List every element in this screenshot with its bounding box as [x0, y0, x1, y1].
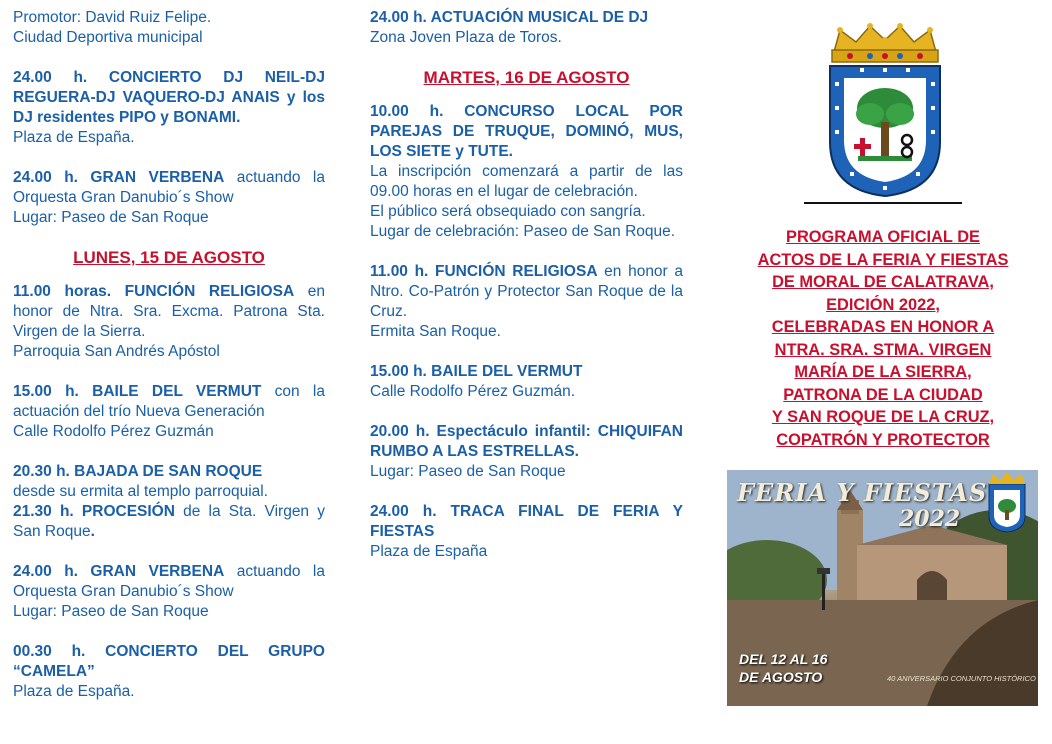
event-title: 24.00 h. CONCIERTO DJ NEIL-DJ REGUERA-DJ VAQUERO-DJ ANAIS y los DJ residentes PIPO y BONAMI. — [13, 69, 325, 126]
event-place: Lugar: Paseo de San Roque — [13, 603, 209, 620]
event-traca-final — [370, 502, 683, 562]
event-desc: en honor a Ntro. Co-Patrón y Protector San Roque de la Cruz. — [370, 263, 683, 320]
event-title: 24.00 h. ACTUACIÓN MUSICAL DE DJ — [370, 9, 649, 26]
divider-line — [804, 202, 962, 204]
event-place: Lugar de celebración: Paseo de San Roque. — [370, 223, 676, 240]
event-gran-verbena-2 — [13, 562, 325, 622]
event-title: 11.00 horas. FUNCIÓN RELIGIOSA — [13, 283, 295, 300]
event-title: 24.00 h. GRAN VERBENA — [13, 563, 225, 580]
program-line: NTRA. SRA. STMA. VIRGEN — [774, 340, 992, 359]
event-place: Lugar: Paseo de San Roque — [370, 463, 566, 480]
event-gran-verbena-1 — [13, 168, 325, 228]
coat-of-arms-icon — [820, 22, 950, 198]
event-desc: desde su ermita al templo parroquial. — [13, 483, 269, 500]
event-dot: . — [90, 523, 95, 540]
column-left — [13, 8, 325, 722]
poster-image — [727, 470, 1038, 706]
day-heading-lunes: LUNES, 15 DE AGOSTO — [73, 248, 265, 267]
event-title: 21.30 h. PROCESIÓN — [13, 503, 175, 520]
poster-anniversary: 40 ANIVERSARIO CONJUNTO HISTÓRICO — [887, 674, 1036, 683]
promotor-text: Promotor: David Ruiz Felipe. — [13, 9, 212, 26]
event-place: Plaza de España — [370, 543, 488, 560]
event-title: 20.30 h. BAJADA DE SAN ROQUE — [13, 463, 263, 480]
event-desc: de la Sta. Virgen y San Roque — [13, 503, 325, 540]
event-place: Parroquia San Andrés Apóstol — [13, 343, 220, 360]
event-place: Calle Rodolfo Pérez Guzmán. — [370, 383, 576, 400]
event-title: 24.00 h. GRAN VERBENA — [13, 169, 225, 186]
event-bajada-procesion — [13, 462, 325, 542]
event-place: Ermita San Roque. — [370, 323, 501, 340]
event-actuacion-dj — [370, 8, 683, 48]
column-middle — [370, 8, 683, 582]
event-baile-vermut — [13, 382, 325, 442]
event-desc: El público será obsequiado con sangría. — [370, 203, 646, 220]
event-camela — [13, 642, 325, 702]
poster-title: FERIA Y FIESTAS — [737, 478, 988, 507]
event-place: Lugar: Paseo de San Roque — [13, 209, 209, 226]
promotor-block — [13, 8, 325, 48]
event-desc: con la actuación del trío Nueva Generación — [13, 383, 326, 420]
event-funcion-religiosa-roque — [370, 262, 683, 342]
program-title — [728, 226, 1038, 451]
event-place: Zona Joven Plaza de Toros. — [370, 29, 562, 46]
poster-dates-line2: DE AGOSTO — [739, 669, 823, 685]
program-line: Y SAN ROQUE DE LA CRUZ, — [771, 408, 995, 426]
event-title: 11.00 h. FUNCIÓN RELIGIOSA — [370, 263, 598, 280]
event-chiquifan — [370, 422, 683, 482]
event-place: Plaza de España. — [13, 683, 135, 700]
program-line: MARÍA DE LA SIERRA, — [794, 363, 972, 381]
event-desc: La inscripción comenzará a partir de las 09.00 horas en el lugar de celebración. — [370, 163, 683, 200]
event-title: 24.00 h. TRACA FINAL DE FERIA Y FIESTAS — [370, 503, 683, 540]
poster-dates-line1: DEL 12 AL 16 — [739, 651, 828, 667]
program-line: COPATRÓN Y PROTECTOR — [776, 430, 990, 449]
poster-dates — [739, 650, 827, 686]
event-baile-vermut-2 — [370, 362, 683, 402]
event-title: 15.00 h. BAILE DEL VERMUT — [370, 363, 583, 380]
day-heading-martes: MARTES, 16 DE AGOSTO — [423, 68, 630, 87]
crown-icon — [832, 23, 938, 62]
program-line: DE MORAL DE CALATRAVA, — [772, 273, 994, 291]
program-line: ACTOS DE LA FERIA Y FIESTAS — [757, 250, 1009, 269]
program-line: PROGRAMA OFICIAL DE — [786, 228, 980, 246]
poster-year: 2022 — [899, 506, 961, 532]
program-line: PATRONA DE LA CIUDAD — [783, 385, 983, 404]
event-title: 00.30 h. CONCIERTO DEL GRUPO “CAMELA” — [13, 643, 325, 680]
event-place: Calle Rodolfo Pérez Guzmán — [13, 423, 214, 440]
poster-coat-of-arms-icon — [989, 472, 1025, 532]
event-funcion-religiosa — [13, 282, 325, 362]
event-dj-concert — [13, 68, 325, 148]
event-title: 20.00 h. Espectáculo infantil: CHIQUIFAN RUMBO A LAS ESTRELLAS. — [370, 423, 683, 460]
program-line: CELEBRADAS EN HONOR A — [771, 318, 995, 336]
event-place: Plaza de España. — [13, 129, 135, 146]
promotor-place: Ciudad Deportiva municipal — [13, 29, 203, 46]
event-desc: actuando la Orquesta Gran Danubio´s Show — [13, 169, 325, 206]
event-desc: actuando la Orquesta Gran Danubio´s Show — [13, 563, 325, 600]
event-desc: en honor de Ntra. Sra. Excma. Patrona Sta. Virgen de la Sierra. — [13, 283, 325, 340]
program-line: EDICIÓN 2022, — [826, 295, 940, 314]
event-concurso — [370, 102, 683, 242]
event-title: 15.00 h. BAILE DEL VERMUT — [13, 383, 262, 400]
event-title: 10.00 h. CONCURSO LOCAL POR PAREJAS DE TRUQUE, DOMINÓ, MUS, LOS SIETE y TUTE. — [370, 103, 683, 160]
